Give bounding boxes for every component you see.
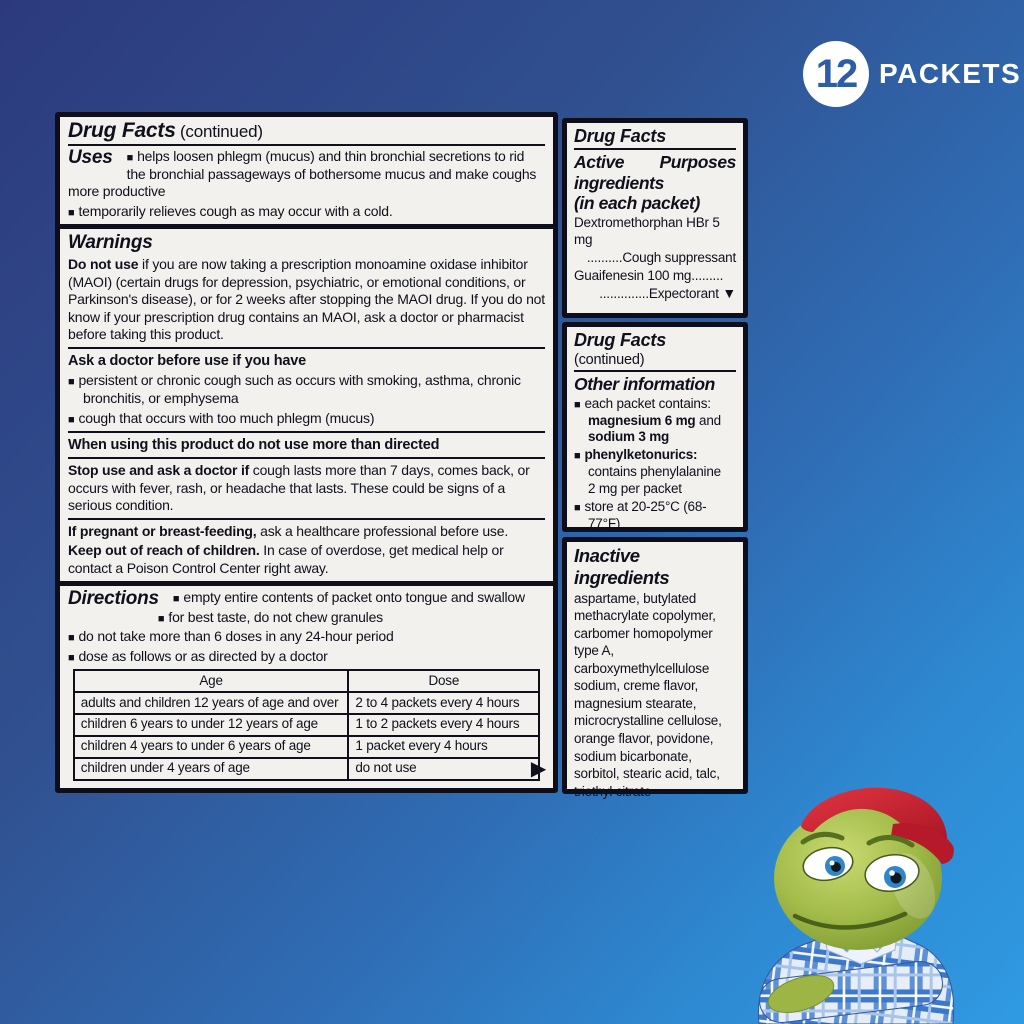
drug-facts-title: Drug Facts bbox=[68, 119, 176, 142]
ask-doctor-bullet-2: ■ cough that occurs with too much phlegm (mucus) bbox=[68, 409, 375, 426]
divider bbox=[68, 457, 545, 459]
divider bbox=[68, 144, 545, 146]
drug-facts-title: Drug Facts bbox=[574, 126, 667, 146]
bullet-icon: ■ bbox=[157, 612, 165, 625]
ask-doctor-heading: Ask a doctor before use if you have bbox=[68, 353, 306, 370]
uses-section bbox=[68, 148, 545, 221]
directions-heading: Directions bbox=[68, 587, 159, 609]
age-column-header: Age bbox=[74, 670, 349, 692]
packet-count-label: PACKETS bbox=[879, 58, 1022, 89]
drug-facts-continued-panel bbox=[55, 112, 558, 793]
purpose-line: ..............Expectorant ▼ bbox=[599, 285, 736, 302]
other-information-heading: Other information bbox=[574, 374, 715, 394]
bullet-icon: ■ bbox=[126, 152, 134, 164]
other-info-bullet-2: ■ phenylketonurics: contains phenylalanine 2 mg per packet bbox=[574, 447, 721, 497]
ingredient-line: Guaifenesin 100 mg......... bbox=[574, 267, 724, 283]
drug-facts-continued-suffix: (continued) bbox=[179, 122, 263, 141]
other-info-bullet-3: ■ store at 20-25°C (68-77°F) bbox=[574, 498, 707, 531]
bullet-icon: ■ bbox=[172, 592, 180, 605]
divider bbox=[574, 370, 736, 372]
packet-count-circle bbox=[803, 41, 869, 107]
directions-bullet-2: ■ for best taste, do not chew granules bbox=[157, 608, 383, 625]
other-info-bullet-1: ■ each packet contains: magnesium 6 mg and sodium 3 mg bbox=[574, 395, 721, 445]
uses-bullet-2: ■ temporarily relieves cough as may occur with a cold. bbox=[68, 203, 393, 220]
ask-doctor-bullet-1: ■ persistent or chronic cough such as occurs with smoking, asthma, chronic bronchitis, or emphysema bbox=[68, 372, 521, 407]
bullet-icon: ■ bbox=[574, 398, 581, 411]
directions-bullet-1: ■ empty entire contents of packet onto tongue and swallow bbox=[172, 588, 525, 605]
continue-down-icon: ▼ bbox=[722, 285, 736, 302]
table-header-row bbox=[74, 670, 539, 692]
divider bbox=[68, 431, 545, 433]
bullet-icon: ■ bbox=[68, 413, 75, 426]
packet-count-number: 12 bbox=[815, 51, 857, 96]
panel-header: Drug Facts (continued) bbox=[574, 330, 667, 368]
warnings-heading: Warnings bbox=[68, 231, 153, 253]
warnings-section bbox=[68, 232, 545, 578]
bullet-icon: ■ bbox=[68, 207, 75, 220]
panel-header bbox=[68, 119, 545, 143]
inactive-ingredients-heading: Inactive ingredients bbox=[574, 545, 670, 588]
packet-count-badge bbox=[803, 41, 1021, 107]
table-row: children under 4 years of age do not use bbox=[74, 758, 539, 780]
divider bbox=[574, 148, 736, 150]
pregnant-paragraph: If pregnant or breast-feeding, ask a healthcare professional before use. bbox=[68, 522, 509, 539]
bullet-icon: ■ bbox=[68, 376, 75, 389]
divider bbox=[68, 347, 545, 349]
bullet-icon: ■ bbox=[68, 652, 75, 665]
do-not-use-paragraph: Do not use if you are now taking a prescription monoamine oxidase inhibitor (MAOI) (certain drugs for depression, psychiatric, or emotional conditions, or Parkinson's disease), or for 2 weeks after stopping the MAOI drug. If you do not know if your prescription drug contains an MAOI, ask a doctor or pharmacist before taking this product. bbox=[68, 255, 545, 343]
active-ingredients-panel: Drug Facts Active Purposes ingredients (in each packet) Dextromethorphan HBr 5 mg ..........Cough suppressant Guaifenesin 100 mg......... ..............Expectorant ▼ bbox=[562, 118, 748, 318]
when-using-line: When using this product do not use more than directed bbox=[68, 436, 440, 453]
inactive-ingredients-text: aspartame, butylated methacrylate copolymer, carbomer homopolymer type A, carboxymethylcellulose sodium, creme flavor, magnesium stearate, microcrystalline cellulose, orange flavor, povidone, sodium bicarbonate, sorbitol, stearic acid, talc, triethyl citrate bbox=[574, 590, 722, 799]
keep-out-paragraph: Keep out of reach of children. In case of overdose, get medical help or contact a Poison Control Center right away. bbox=[68, 542, 504, 577]
directions-section bbox=[68, 589, 545, 781]
inactive-ingredients-panel bbox=[562, 537, 748, 799]
directions-bullet-3: ■ do not take more than 6 doses in any 24-hour period bbox=[68, 628, 394, 645]
dose-column-header: Dose bbox=[348, 670, 539, 692]
uses-heading: Uses bbox=[68, 147, 113, 168]
purpose-line: ..........Cough suppressant bbox=[586, 249, 736, 265]
directions-bullet-4: ■ dose as follows or as directed by a doctor bbox=[68, 648, 328, 665]
continue-arrow-icon: ▶ bbox=[530, 758, 546, 780]
stop-use-paragraph: Stop use and ask a doctor if cough lasts more than 7 days, comes back, or occurs with fever, rash, or headache that lasts. These could be signs of a serious condition. bbox=[68, 461, 530, 514]
table-row: children 4 years to under 6 years of age 1 packet every 4 hours bbox=[74, 736, 539, 758]
divider bbox=[68, 518, 545, 520]
dosing-table bbox=[73, 669, 540, 780]
mascot-character bbox=[745, 786, 962, 1024]
bullet-icon: ■ bbox=[68, 632, 75, 645]
section-divider bbox=[60, 581, 553, 586]
section-divider bbox=[60, 224, 553, 229]
bullet-icon: ■ bbox=[574, 450, 581, 463]
table-row: children 6 years to under 12 years of age 1 to 2 packets every 4 hours bbox=[74, 714, 539, 736]
bullet-icon: ■ bbox=[574, 501, 581, 514]
ingredient-line: Dextromethorphan HBr 5 mg bbox=[574, 214, 720, 247]
table-row: adults and children 12 years of age and over 2 to 4 packets every 4 hours bbox=[74, 692, 539, 714]
active-purposes-heading: Active Purposes bbox=[574, 152, 736, 172]
other-information-panel bbox=[562, 322, 748, 532]
uses-bullet-1: ■ helps loosen phlegm (mucus) and thin bronchial secretions to rid the bronchial passageways of bothersome mucus and make coughs more productive bbox=[68, 148, 537, 200]
